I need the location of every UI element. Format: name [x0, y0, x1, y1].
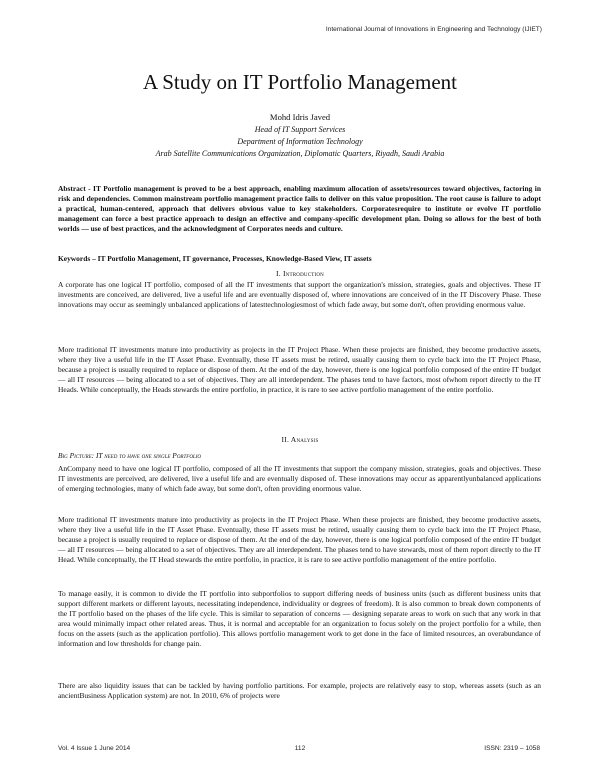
footer-issn: ISSN: 2319 – 1058 [484, 745, 540, 752]
subsection-heading: Big Picture: IT need to have one single Portfolio [58, 451, 201, 460]
paragraph: A corporate has one logical IT portfolio, composed of all the IT investments that support the organization's mission, strategies, goals and objectives. These IT investments are conceived, are delivered, live a useful life and are eventually disposed of, where innovations are conceived of in the IT Discovery Phase. These innovations may occur as seemingly unbalanced applications of latesttechnologiesmost of which fade away, but some don't, often providing enormous value. [58, 280, 541, 309]
page-number: 112 [294, 745, 306, 752]
paper-title: A Study on IT Portfolio Management [142, 70, 457, 94]
paragraph: There are also liquidity issues that can be tackled by having portfolio partitions. For example, projects are relatively easy to stop, whereas assets (such as an ancientBusiness Application system) are not. In 2010, 6% of projects were [58, 681, 541, 700]
author-name: Mohd Idris Javed [269, 112, 331, 122]
journal-header: International Journal of Innovations in Engineering and Technology (IJIET) [325, 26, 542, 33]
paragraph: More traditional IT investments mature into productivity as projects in the IT Project Phase. When these projects are finished, they become productive assets, where they live a useful life in the IT Asset Phase. Eventually, these IT assets must be retired, usually causing them to cycle back into the IT Project Phase, because a project is usually required to replace or dispose of them. At the end of the day, however, there is one logical portfolio composed of the entire IT budget — all IT resources — being allocated to a set of objectives. They are all interdependent. The phases tend to have factors, most ofwhom report directly to the IT Heads. While conceptually, the Heads stewards the entire portfolio, in practice, it is rare to see active portfolio management of the entire portfolio. [58, 345, 541, 394]
section-heading-introduction: I. Introduction [276, 269, 324, 278]
affiliation-line: Arab Satellite Communications Organization, Diplomatic Quarters, Riyadh, Saudi Arabia [155, 149, 445, 158]
paragraph: AnCompany need to have one logical IT portfolio, composed of all the IT investments that support the company mission, strategies, goals and objectives. These IT investments are perceived, are delivered, live a useful life and are eventually disposed of. These innovations may occur as apparentlyunbalanced applications of emerging technologies, many of which fade away, but some don't, often providing enormous value. [58, 464, 541, 493]
paragraph: To manage easily, it is common to divide the IT portfolio into subportfolios to support differing needs of business units (such as different business units that support different markets or different layouts, necessitating independence, individuality or degrees of freedom). It is also common to break down components of the IT portfolio based on the phases of the life cycle. This is similar to separation of concerns — designing separate areas to work on such that any work in that area would minimally impact other related areas. Thus, it is normal and acceptable for an organization to focus solely on the project portfolio for a while, then focus on the assets (such as the application portfolio). This allows portfolio management work to get done in the face of limited resources, an overabundance of information and low thresholds for change pain. [58, 589, 541, 648]
abstract: Abstract - IT Portfolio management is proved to be a best approach, enabling maximum allocation of assets/resources toward objectives, factoring in risk and dependencies. Common mainstream portfolio management practice fails to deliver on this value proposition. The root cause is failure to adopt a practical, human-centered, approach that delivers obvious value to key stakeholders. Corporatesrequire to institute or evolve IT portfolio management can force a best practice approach to design an effective and company-specific development plan. Doing so allows for the best of both worlds — use of best practices, and the acknowledgment of Corporates needs and culture. [58, 184, 541, 233]
affiliation-line: Head of IT Support Services [254, 125, 346, 134]
keywords: Keywords – IT Portfolio Management, IT governance, Processes, Knowledge-Based View, IT assets [58, 254, 372, 263]
paragraph: More traditional IT investments mature into productivity as projects in the IT Project Phase. When these projects are finished, they become productive assets, where they live a useful life in the IT Asset Phase. Eventually, these IT assets must be retired, usually causing them to cycle back into the IT Project Phase, because a project is usually required to replace or dispose of them. At the end of the day, however, there is one logical portfolio composed of the entire IT budget — all IT resources — being allocated to a set of objectives. They are all interdependent. The phases tend to have stewards, most of them report directly to the IT Head. While conceptually, the IT Head stewards the entire portfolio, in practice, it is rare to see active portfolio management of the entire portfolio. [58, 515, 541, 564]
section-heading-analysis: II. Analysis [281, 435, 319, 444]
footer-volume: Vol. 4 Issue 1 June 2014 [58, 745, 131, 752]
affiliation-line: Department of Information Technology [237, 137, 363, 146]
